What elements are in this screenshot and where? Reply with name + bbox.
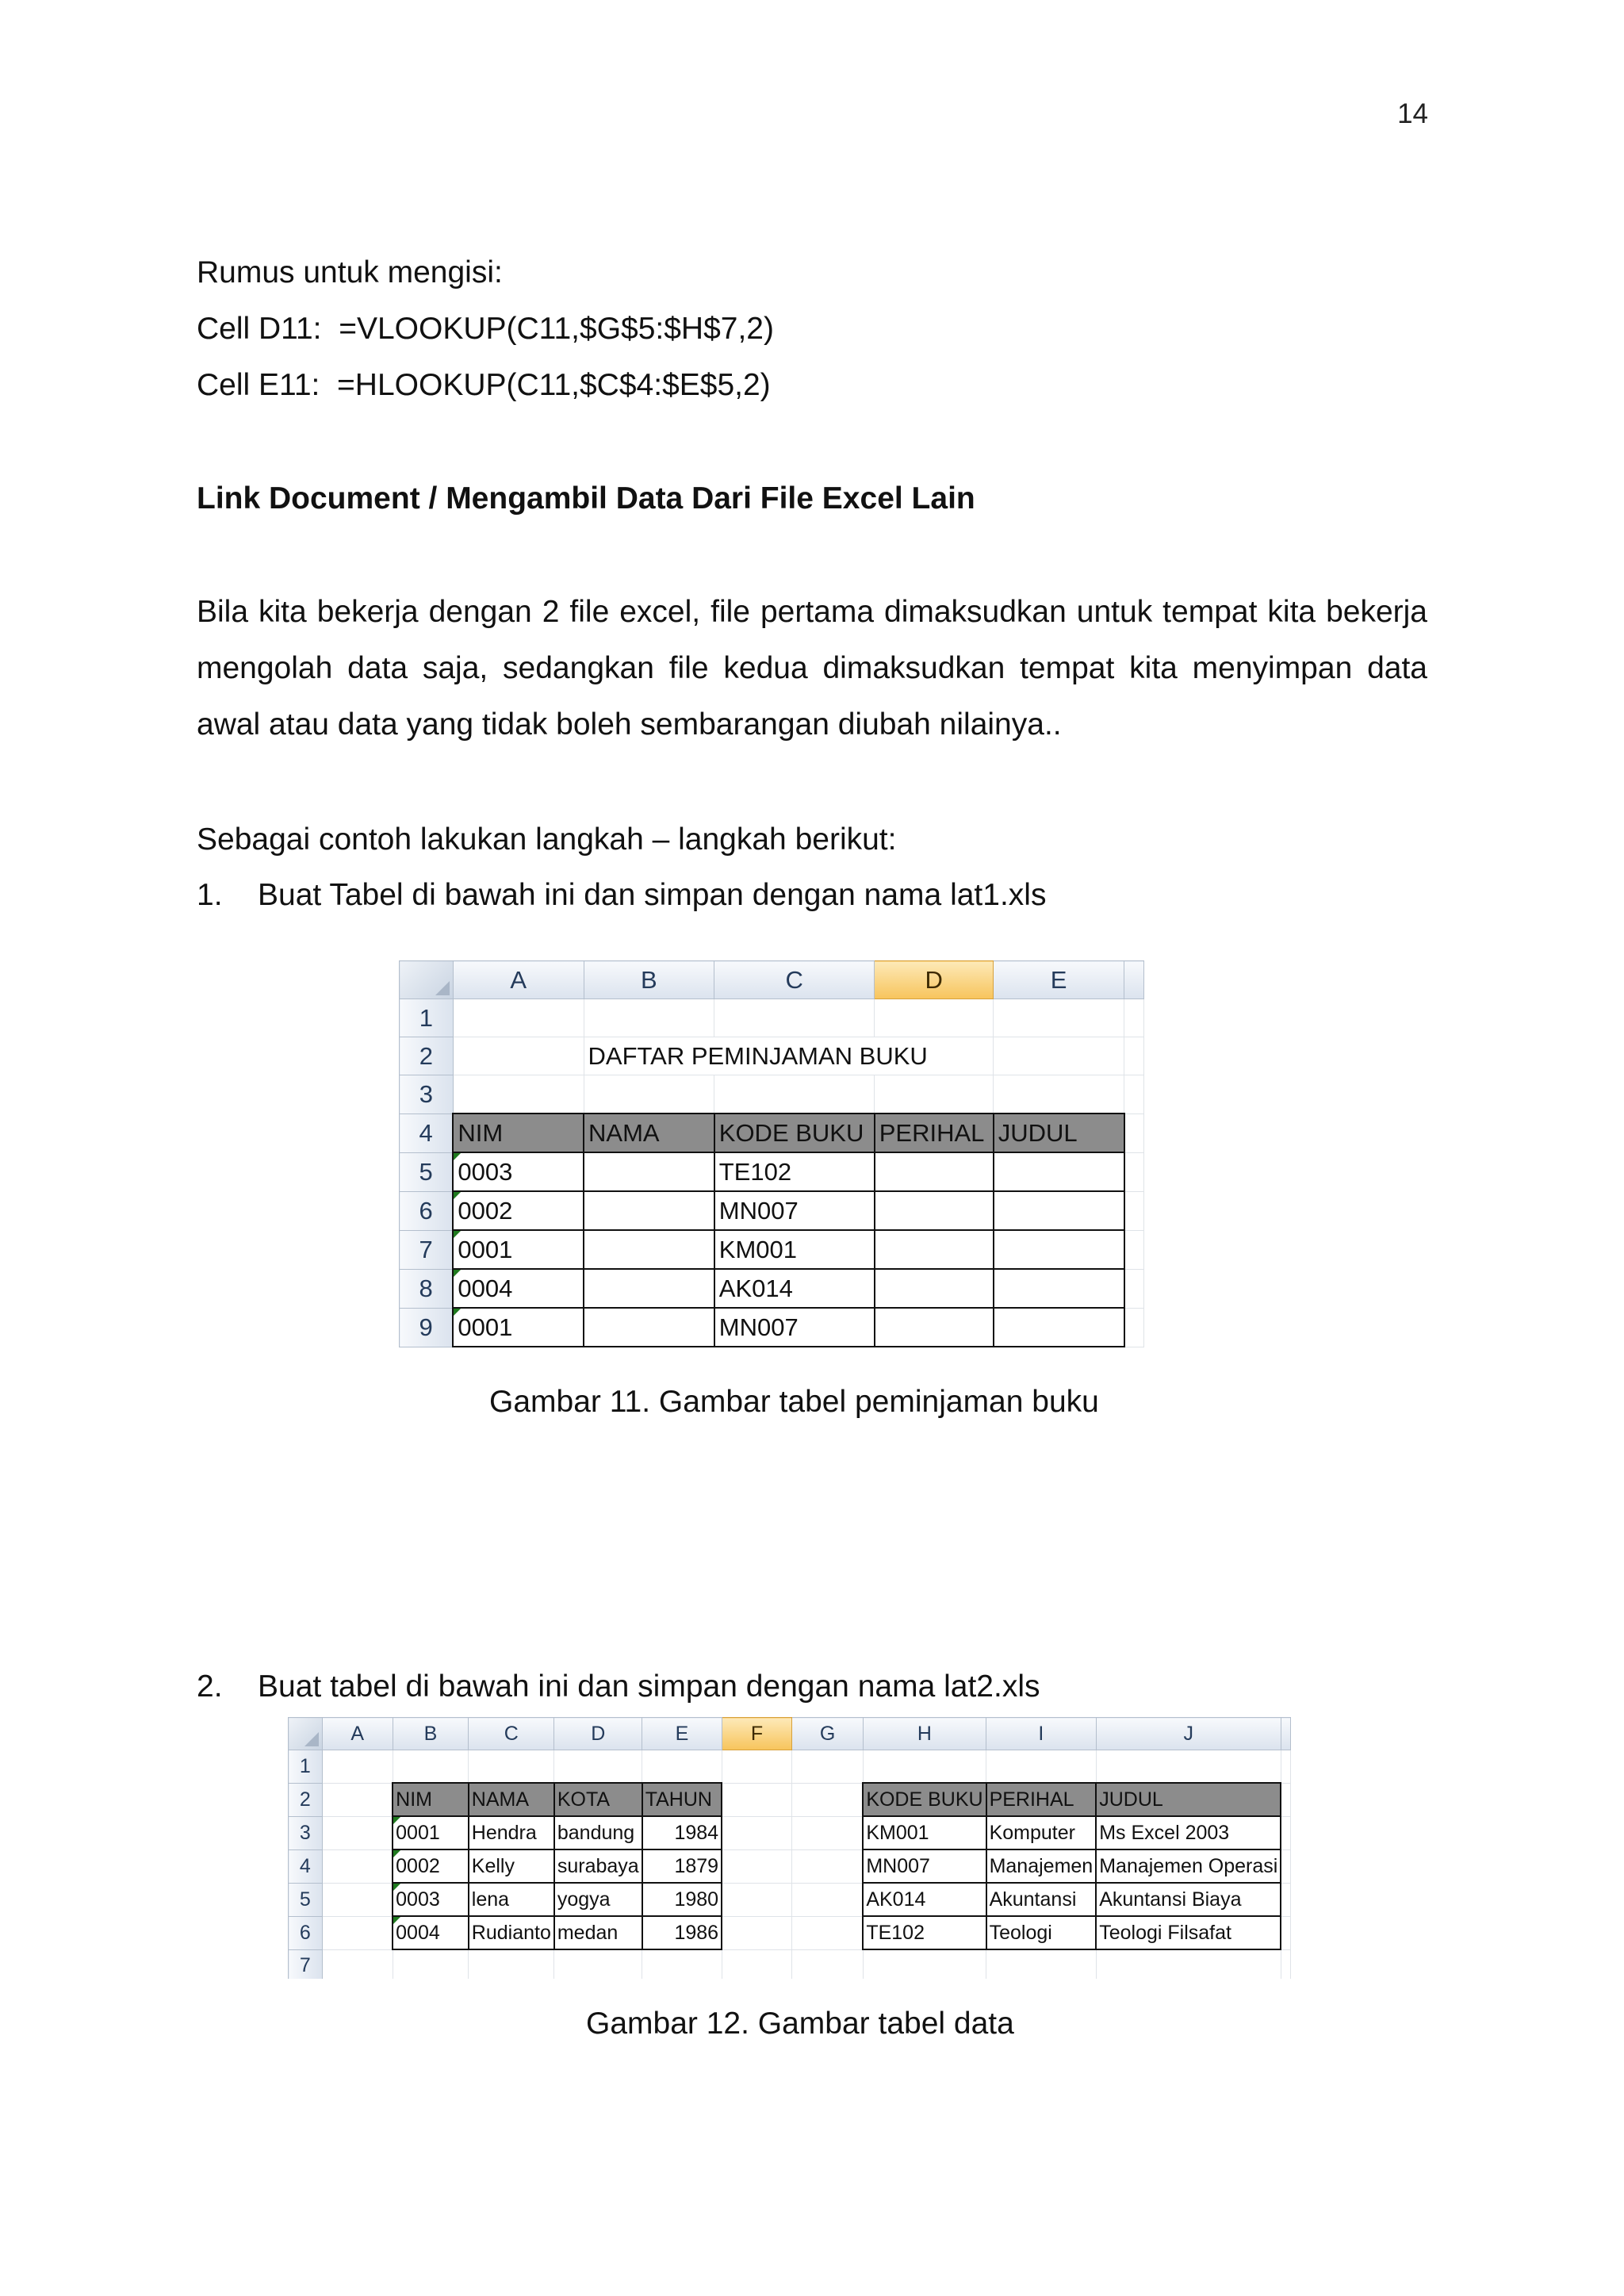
header-cell[interactable]: PERIHAL	[986, 1783, 1097, 1816]
header-cell[interactable]: TAHUN	[642, 1783, 722, 1816]
row-header[interactable]: 2	[289, 1783, 323, 1816]
select-all-corner[interactable]	[400, 961, 454, 999]
data-cell[interactable]: 1986	[642, 1916, 722, 1949]
data-cell[interactable]	[994, 1269, 1124, 1308]
column-header-b[interactable]: B	[584, 961, 714, 999]
formula-text: =HLOOKUP(C11,$C$4:$E$5,2)	[337, 368, 771, 402]
data-cell[interactable]: Ms Excel 2003	[1096, 1816, 1281, 1849]
row-header[interactable]: 6	[400, 1191, 454, 1230]
step-text: Buat tabel di bawah ini dan simpan dengan nama lat2.xls	[258, 1669, 1040, 1704]
data-cell[interactable]: MN007	[714, 1191, 875, 1230]
data-cell[interactable]: 0001	[453, 1308, 584, 1347]
spreadsheet-lat2	[288, 1717, 1291, 1979]
page-number: 14	[1397, 98, 1428, 129]
column-header-a[interactable]: A	[322, 1718, 393, 1750]
data-cell[interactable]: surabaya	[554, 1849, 642, 1883]
data-cell[interactable]: bandung	[554, 1816, 642, 1849]
header-cell[interactable]: NIM	[453, 1114, 584, 1152]
figure-caption-11: Gambar 11. Gambar tabel peminjaman buku	[489, 1385, 1099, 1419]
header-cell[interactable]: PERIHAL	[875, 1114, 994, 1152]
data-cell[interactable]	[994, 1230, 1124, 1269]
column-header-b[interactable]: B	[393, 1718, 469, 1750]
data-cell[interactable]: 0004	[453, 1269, 584, 1308]
data-cell[interactable]: 1980	[642, 1883, 722, 1916]
data-cell[interactable]: Rudianto	[469, 1916, 554, 1949]
data-cell[interactable]: Komputer	[986, 1816, 1097, 1849]
formula-cell-label: Cell E11:	[197, 368, 320, 402]
step-number: 1.	[197, 878, 223, 912]
data-cell[interactable]: 0003	[393, 1883, 469, 1916]
column-header-g[interactable]: G	[792, 1718, 863, 1750]
select-all-corner[interactable]	[289, 1718, 323, 1750]
formula-line-e11	[197, 367, 771, 404]
data-cell[interactable]: Kelly	[469, 1849, 554, 1883]
data-cell[interactable]: 0004	[393, 1916, 469, 1949]
data-cell[interactable]	[584, 1308, 714, 1347]
data-cell[interactable]: yogya	[554, 1883, 642, 1916]
body-paragraph: Bila kita bekerja dengan 2 file excel, file pertama dimaksudkan untuk tempat kita bekerja mengolah data saja, sedangkan file kedua dimaksudkan tempat kita menyimpan data awal atau data yang tidak boleh sembarangan diubah nilainya..	[197, 595, 1427, 742]
data-cell[interactable]	[584, 1269, 714, 1308]
header-cell[interactable]: JUDUL	[1096, 1783, 1281, 1816]
column-header-d[interactable]: D	[554, 1718, 642, 1750]
data-cell[interactable]	[584, 1230, 714, 1269]
data-cell[interactable]	[875, 1269, 994, 1308]
row-header[interactable]: 4	[289, 1849, 323, 1883]
steps-intro: Sebagai contoh lakukan langkah – langkah berikut:	[197, 822, 897, 857]
data-cell[interactable]	[994, 1152, 1124, 1191]
row-header[interactable]: 4	[400, 1114, 454, 1152]
row-header[interactable]: 1	[289, 1750, 323, 1784]
header-cell[interactable]: KODE BUKU	[714, 1114, 875, 1152]
data-cell[interactable]	[994, 1191, 1124, 1230]
row-header[interactable]: 3	[400, 1075, 454, 1114]
row-header[interactable]: 7	[400, 1230, 454, 1269]
row-header[interactable]: 3	[289, 1816, 323, 1849]
data-cell[interactable]: Manajemen Operasi	[1096, 1849, 1281, 1883]
sheet-title: DAFTAR PEMINJAMAN BUKU	[584, 1037, 994, 1075]
column-header-d[interactable]: D	[875, 961, 994, 999]
column-header-e[interactable]: E	[642, 1718, 722, 1750]
data-cell[interactable]: 0001	[453, 1230, 584, 1269]
data-cell[interactable]: Akuntansi	[986, 1883, 1097, 1916]
formula-line-d11	[197, 311, 774, 347]
formula-text: =VLOOKUP(C11,$G$5:$H$7,2)	[339, 312, 774, 346]
step-text: Buat Tabel di bawah ini dan simpan dengan nama lat1.xls	[258, 878, 1047, 912]
header-cell[interactable]: NAMA	[469, 1783, 554, 1816]
column-header-c[interactable]: C	[469, 1718, 554, 1750]
data-cell[interactable]	[994, 1308, 1124, 1347]
header-cell[interactable]: KODE BUKU	[863, 1783, 986, 1816]
data-cell[interactable]: medan	[554, 1916, 642, 1949]
header-cell[interactable]: NAMA	[584, 1114, 714, 1152]
row-header[interactable]: 5	[400, 1152, 454, 1191]
data-cell[interactable]: TE102	[863, 1916, 986, 1949]
column-header-c[interactable]: C	[714, 961, 875, 999]
data-cell[interactable]	[875, 1308, 994, 1347]
data-cell[interactable]: Hendra	[469, 1816, 554, 1849]
formula-cell-label: Cell D11:	[197, 312, 322, 346]
column-header-f[interactable]: F	[722, 1718, 792, 1750]
data-cell[interactable]: 0002	[453, 1191, 584, 1230]
data-cell[interactable]: MN007	[714, 1308, 875, 1347]
data-cell[interactable]	[875, 1152, 994, 1191]
data-cell[interactable]: 0003	[453, 1152, 584, 1191]
data-cell[interactable]: 1984	[642, 1816, 722, 1849]
data-cell[interactable]: 0002	[393, 1849, 469, 1883]
row-header[interactable]: 8	[400, 1269, 454, 1308]
data-cell[interactable]: Manajemen	[986, 1849, 1097, 1883]
header-cell[interactable]: KOTA	[554, 1783, 642, 1816]
data-cell[interactable]: 1879	[642, 1849, 722, 1883]
figure-caption-12: Gambar 12. Gambar tabel data	[586, 2007, 1014, 2041]
data-cell[interactable]: Teologi	[986, 1916, 1097, 1949]
section-heading: Link Document / Mengambil Data Dari File Excel Lain	[197, 481, 975, 516]
column-header-j[interactable]: J	[1096, 1718, 1281, 1750]
row-header[interactable]: 7	[289, 1949, 323, 1979]
data-cell[interactable]: Akuntansi Biaya	[1096, 1883, 1281, 1916]
data-cell[interactable]: AK014	[863, 1883, 986, 1916]
header-cell[interactable]: JUDUL	[994, 1114, 1124, 1152]
header-cell[interactable]: NIM	[393, 1783, 469, 1816]
row-header[interactable]: 5	[289, 1883, 323, 1916]
column-header-e[interactable]: E	[994, 961, 1124, 999]
data-cell[interactable]: TE102	[714, 1152, 875, 1191]
data-cell[interactable]: 0001	[393, 1816, 469, 1849]
data-cell[interactable]	[875, 1191, 994, 1230]
row-header[interactable]: 6	[289, 1916, 323, 1949]
column-header-overflow	[1124, 961, 1144, 999]
spreadsheet-lat1	[399, 960, 1144, 1361]
formula-intro: Rumus untuk mengisi:	[197, 255, 503, 289]
data-cell[interactable]	[584, 1191, 714, 1230]
data-cell[interactable]: KM001	[863, 1816, 986, 1849]
data-cell[interactable]: KM001	[714, 1230, 875, 1269]
data-cell[interactable]	[584, 1152, 714, 1191]
column-header-a[interactable]: A	[453, 961, 584, 999]
row-header[interactable]: 9	[400, 1308, 454, 1347]
row-header[interactable]: 1	[400, 999, 454, 1037]
data-cell[interactable]: Teologi Filsafat	[1096, 1916, 1281, 1949]
column-header-overflow	[1281, 1718, 1290, 1750]
data-cell[interactable]	[875, 1230, 994, 1269]
step-number: 2.	[197, 1669, 223, 1704]
column-header-i[interactable]: I	[986, 1718, 1097, 1750]
data-cell[interactable]: AK014	[714, 1269, 875, 1308]
data-cell[interactable]: MN007	[863, 1849, 986, 1883]
column-header-h[interactable]: H	[863, 1718, 986, 1750]
data-cell[interactable]: lena	[469, 1883, 554, 1916]
row-header[interactable]: 2	[400, 1037, 454, 1075]
